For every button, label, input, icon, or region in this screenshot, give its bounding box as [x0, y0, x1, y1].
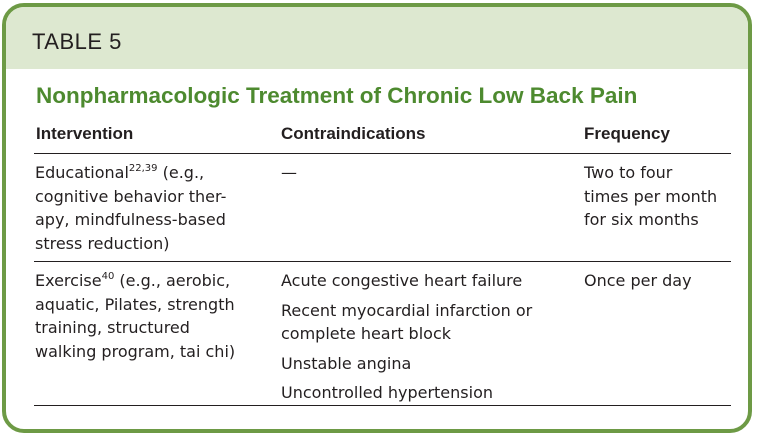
column-header-contraindications: Contraindications [281, 124, 426, 143]
intervention-line: apy, mindfulness-based [35, 210, 226, 229]
contraindication-item: Acute congestive heart failure [281, 271, 523, 290]
intervention-line: walking program, tai chi) [35, 341, 236, 361]
frequency-line: Two to four [584, 163, 673, 182]
frequency-cell [584, 269, 734, 293]
contraindication-item: Unstable angina [281, 353, 412, 373]
table-title: Nonpharmacologic Treatment of Chronic Low Back Pain [36, 83, 638, 108]
reference-superscript: 22,39 [128, 162, 158, 174]
column-header-intervention: Intervention [36, 124, 134, 143]
contraindications-cell [281, 269, 566, 411]
intervention-text: (e.g., [157, 163, 205, 182]
intervention-line [35, 269, 275, 293]
header-rule [34, 153, 731, 154]
table-header-band [6, 7, 748, 69]
table-label: TABLE 5 [32, 29, 122, 54]
intervention-name: Educational [35, 163, 129, 182]
intervention-line: cognitive behavior ther- [35, 186, 227, 206]
intervention-line [35, 161, 270, 185]
intervention-cell [35, 161, 270, 255]
contraindication-item: Uncontrolled hypertension [281, 383, 493, 402]
intervention-line: aquatic, Pilates, strength [35, 294, 235, 314]
contraindication-item: — [281, 163, 297, 182]
contraindications-cell [281, 161, 571, 185]
table-frame [2, 3, 752, 433]
column-header-frequency: Frequency [584, 124, 670, 143]
intervention-cell [35, 269, 275, 363]
frequency-line: Once per day [584, 271, 692, 290]
intervention-line: training, structured [35, 318, 190, 337]
intervention-line: stress reduction) [35, 233, 170, 253]
reference-superscript: 40 [101, 270, 115, 282]
frequency-line: times per month [584, 186, 718, 206]
intervention-name: Exercise [35, 271, 102, 290]
contraindication-item: Recent myocardial infarction or complete heart block [281, 300, 533, 343]
frequency-cell [584, 161, 734, 232]
row-divider [34, 261, 731, 262]
intervention-text: (e.g., aerobic, [114, 271, 231, 290]
frequency-line: for six months [584, 210, 699, 229]
